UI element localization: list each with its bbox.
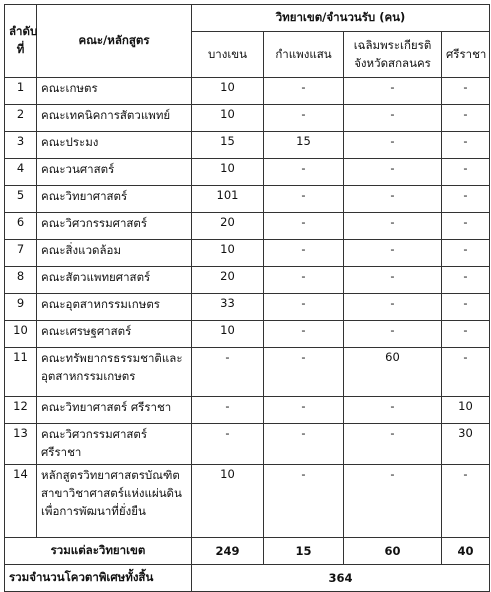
quota-cell: 101 — [192, 186, 264, 213]
quota-cell: - — [264, 159, 344, 186]
quota-cell: - — [344, 397, 442, 424]
quota-cell: 10 — [192, 465, 264, 538]
quota-cell: - — [442, 105, 490, 132]
quota-cell: 60 — [344, 348, 442, 397]
row-number: 14 — [5, 465, 37, 538]
row-number: 3 — [5, 132, 37, 159]
quota-cell: - — [344, 267, 442, 294]
row-number: 5 — [5, 186, 37, 213]
quota-cell: - — [264, 186, 344, 213]
quota-cell: - — [344, 186, 442, 213]
row-number: 13 — [5, 424, 37, 465]
quota-cell: - — [442, 348, 490, 397]
total-sakonnakhon: 60 — [344, 538, 442, 565]
quota-cell: - — [344, 105, 442, 132]
table-row — [5, 159, 490, 186]
total-sriracha: 40 — [442, 538, 490, 565]
header-campus-bangkhen: บางเขน — [192, 32, 264, 78]
quota-cell: - — [442, 186, 490, 213]
total-bangkhen: 249 — [192, 538, 264, 565]
quota-cell: 10 — [192, 321, 264, 348]
header-campus-group: วิทยาเขต/จำนวนรับ (คน) — [192, 5, 490, 32]
quota-cell: - — [264, 465, 344, 538]
faculty-name: คณะวิศวกรรมศาสตร์ — [37, 213, 192, 240]
quota-cell: - — [344, 321, 442, 348]
grand-total-label: รวมจำนวนโควตาพิเศษทั้งสิ้น — [5, 565, 192, 592]
row-number: 4 — [5, 159, 37, 186]
row-number: 6 — [5, 213, 37, 240]
row-number: 12 — [5, 397, 37, 424]
quota-cell: - — [264, 267, 344, 294]
grand-total-value: 364 — [192, 565, 490, 592]
header-campus-sriracha: ศรีราชา — [442, 32, 490, 78]
quota-cell: - — [344, 240, 442, 267]
table-row — [5, 397, 490, 424]
quota-cell: 10 — [192, 105, 264, 132]
header-campus-sakonnakhon: เฉลิมพระเกียรติ จังหวัดสกลนคร — [344, 32, 442, 78]
quota-cell: 10 — [442, 397, 490, 424]
table-row — [5, 424, 490, 465]
total-kamphaengsaen: 15 — [264, 538, 344, 565]
header-campus-kamphaengsaen: กำแพงแสน — [264, 32, 344, 78]
faculty-name: คณะเทคนิคการสัตวแพทย์ — [37, 105, 192, 132]
quota-cell: - — [192, 348, 264, 397]
faculty-name: คณะทรัพยากรธรรมชาติและอุตสาหกรรมเกษตร — [37, 348, 192, 397]
quota-cell: - — [344, 159, 442, 186]
quota-cell: - — [264, 348, 344, 397]
quota-cell: - — [264, 240, 344, 267]
table-row — [5, 465, 490, 538]
faculty-name: คณะสัตวแพทยศาสตร์ — [37, 267, 192, 294]
table-row — [5, 348, 490, 397]
header-seq: ลำดับที่ — [5, 5, 37, 78]
table-row — [5, 213, 490, 240]
quota-cell: - — [442, 267, 490, 294]
row-number: 7 — [5, 240, 37, 267]
quota-cell: - — [264, 294, 344, 321]
quota-cell: - — [264, 321, 344, 348]
quota-cell: - — [344, 424, 442, 465]
quota-cell: 33 — [192, 294, 264, 321]
table-row — [5, 267, 490, 294]
faculty-name: หลักสูตรวิทยาศาสตรบัณฑิต สาขาวิชาศาสตร์แห่งแผ่นดินเพื่อการพัฒนาที่ยั่งยืน — [37, 465, 192, 538]
quota-cell: 15 — [192, 132, 264, 159]
quota-cell: - — [442, 159, 490, 186]
faculty-name: คณะวิทยาศาสตร์ ศรีราชา — [37, 397, 192, 424]
quota-cell: 20 — [192, 267, 264, 294]
quota-cell: - — [192, 424, 264, 465]
quota-cell: - — [264, 213, 344, 240]
faculty-name: คณะประมง — [37, 132, 192, 159]
faculty-name: คณะสิ่งแวดล้อม — [37, 240, 192, 267]
quota-cell: - — [442, 132, 490, 159]
faculty-name: คณะอุตสาหกรรมเกษตร — [37, 294, 192, 321]
faculty-name: คณะวนศาสตร์ — [37, 159, 192, 186]
quota-cell: 10 — [192, 78, 264, 105]
table-row — [5, 294, 490, 321]
quota-cell: - — [344, 132, 442, 159]
quota-cell: - — [264, 78, 344, 105]
quota-cell: - — [442, 294, 490, 321]
header-faculty: คณะ/หลักสูตร — [37, 5, 192, 78]
faculty-name: คณะเกษตร — [37, 78, 192, 105]
quota-cell: - — [264, 397, 344, 424]
row-number: 2 — [5, 105, 37, 132]
quota-cell: - — [344, 78, 442, 105]
row-number: 11 — [5, 348, 37, 397]
quota-cell: 15 — [264, 132, 344, 159]
quota-cell: 10 — [192, 240, 264, 267]
table-row — [5, 132, 490, 159]
totals-label: รวมแต่ละวิทยาเขต — [5, 538, 192, 565]
quota-cell: - — [192, 397, 264, 424]
faculty-name: คณะวิทยาศาสตร์ — [37, 186, 192, 213]
row-number: 1 — [5, 78, 37, 105]
quota-cell: - — [442, 240, 490, 267]
quota-cell: 30 — [442, 424, 490, 465]
quota-cell: - — [442, 78, 490, 105]
table-row — [5, 105, 490, 132]
faculty-name: คณะเศรษฐศาสตร์ — [37, 321, 192, 348]
quota-cell: - — [344, 213, 442, 240]
table-row — [5, 240, 490, 267]
faculty-name: คณะวิศวกรรมศาสตร์ศรีราชา — [37, 424, 192, 465]
quota-cell: 20 — [192, 213, 264, 240]
quota-cell: - — [344, 465, 442, 538]
quota-cell: - — [264, 105, 344, 132]
quota-cell: 10 — [192, 159, 264, 186]
quota-table — [4, 4, 490, 592]
quota-cell: - — [442, 321, 490, 348]
quota-cell: - — [264, 424, 344, 465]
row-number: 8 — [5, 267, 37, 294]
quota-cell: - — [344, 294, 442, 321]
table-row — [5, 321, 490, 348]
quota-cell: - — [442, 465, 490, 538]
row-number: 10 — [5, 321, 37, 348]
row-number: 9 — [5, 294, 37, 321]
quota-cell: - — [442, 213, 490, 240]
table-row — [5, 186, 490, 213]
table-row — [5, 78, 490, 105]
